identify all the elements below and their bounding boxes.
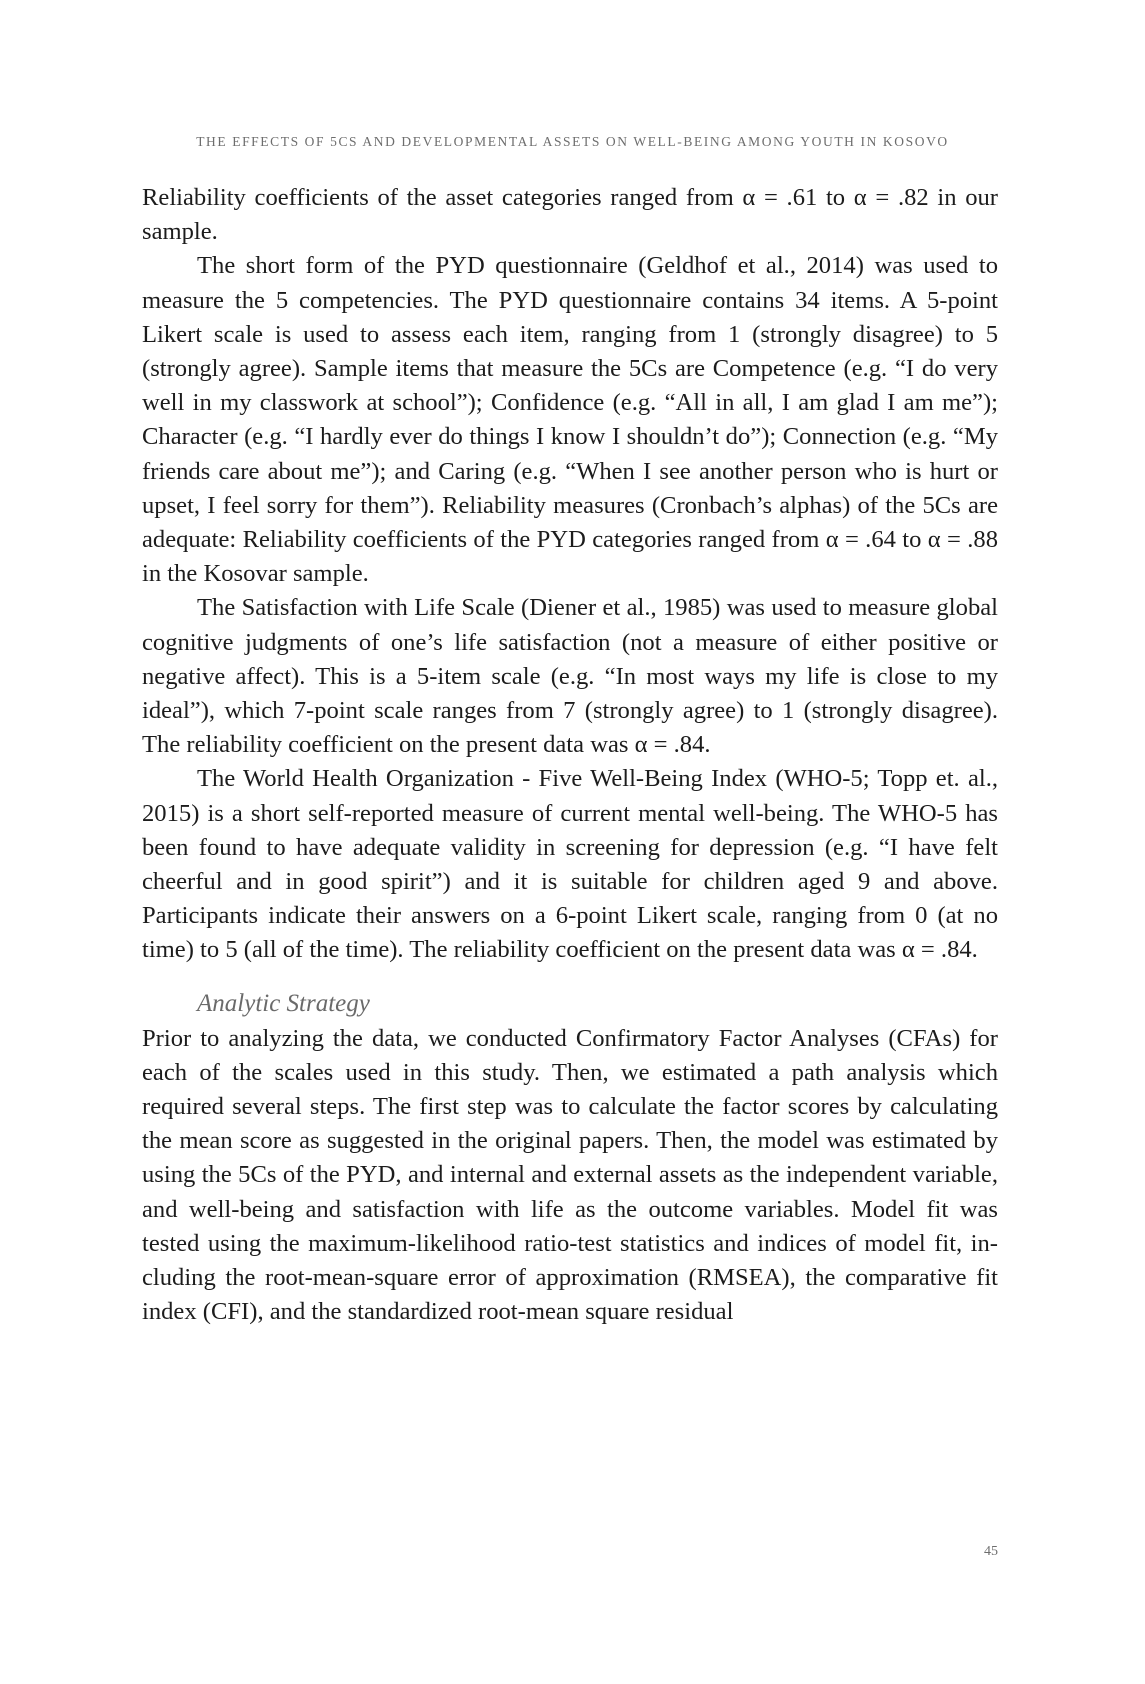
section-heading-analytic-strategy: Analytic Strategy: [197, 989, 370, 1017]
paragraph-pyd-questionnaire: The short form of the PYD questionnaire (Geldhof et al., 2014) was used to measure the 5 competencies. The PYD questionnaire contains 34 items. A 5-point Likert scale is used to assess each item, ranging from 1 (strongly disagree) to 5 (strongly agree). Sample items that measure the 5Cs are Competence (e.g. “I do very well in my classwork at school”); Confidence (e.g. “All in all, I am glad I am me”); Character (e.g. “I hardly ever do things I know I shouldn’t do”); Connection (e.g. “My friends care about me”); and Caring (e.g. “When I see another person who is hurt or upset, I feel sorry for them”). Reliability measures (Cronbach’s alphas) of the 5Cs are adequate: Reliability coefficients of the PYD categories ranged from α = .64 to α = .88 in the Kosovar sample.: [142, 252, 998, 588]
paragraph-analytic-strategy: Prior to analyzing the data, we conducted Confirmatory Factor Analyses (CFAs) for each of the scales used in this study. Then, we estimated a path analysis which required several steps. The first step was to calculate the factor scores by calculating the mean score as suggested in the original papers. Then, the model was estimated by using the 5Cs of the PYD, and internal and external assets as the independent variable, and well-being and satisfaction with life as the outcome variables. Model fit was tested using the maximum-likelihood ratio-test statistics and indices of model fit, including the root-mean-square error of approximation (RMSEA), the comparative fit index (CFI), and the standardized root-mean square residual: [142, 1024, 998, 1326]
paragraph-who5-index: The World Health Organization - Five Well-Being Index (WHO-5; Topp et. al., 2015) is a short self-reported measure of current mental well-being. The WHO-5 has been found to have adequate validity in screening for depression (e.g. “I have felt cheerful and in good spirit”) and it is suitable for children aged 9 and above. Participants indicate their answers on a 6-point Likert scale, ranging from 0 (at no time) to 5 (all of the time). The reliability coefficient on the present data was α = .84.: [142, 765, 998, 964]
running-head: THE EFFECTS OF 5CS AND DEVELOPMENTAL ASSETS ON WELL-BEING AMONG YOUTH IN KOSOVO: [196, 134, 949, 149]
paragraph-satisfaction-life-scale: The Satisfaction with Life Scale (Diener et al., 1985) was used to measure global cognitive judgments of one’s life satisfaction (not a measure of either positive or negative affect). This is a 5-item scale (e.g. “In most ways my life is close to my ideal”), which 7-point scale ranges from 7 (strongly agree) to 1 (strongly disagree). The reliability coefficient on the present data was α = .84.: [142, 594, 998, 759]
paragraph-asset-reliability: Reliability coefficients of the asset categories ranged from α = .61 to α = .82 in our sample.: [142, 184, 998, 246]
page-number: 45: [984, 1544, 998, 1559]
body-text: [142, 181, 998, 1330]
